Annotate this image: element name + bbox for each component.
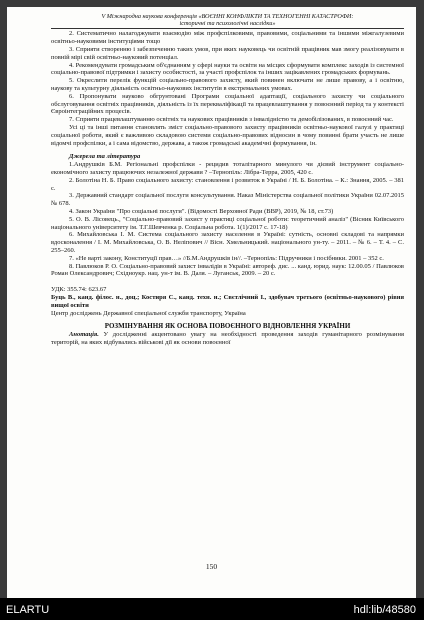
article-authors: Буць В., канд. філос. н., доц.; Костиря С., канд. техн. н.; Свєтлічний І., здобувач третього (освітньо-наукового) рівня вищої освіти <box>51 293 404 309</box>
reference-item: 3. Державний стандарт соціальної послуги консультування. Наказ Міністерства соціальної політики України 02.07.2015 № 678. <box>51 192 404 208</box>
reference-item: 5. О. В. Лісовець., "Соціально-правовий захист у практиці соціальної роботи: теоретичний аналіз" (Вісник Київського національного університету ім. Т.Г.Шевченка р. Соціальна робота. 1(1)/2017 с. 17-18) <box>51 215 404 231</box>
header-divider <box>51 28 404 29</box>
abstract-text: У дослідженні акцентовано увагу на необхідності проведення заходів гуманітарного розмінування територій, на яких відбувались військові дії як основи повоєнної <box>51 331 404 346</box>
page-content <box>51 13 404 347</box>
paragraph: 6. Пропонувати науково обгрунтовані Програми соціальної адаптації, соціального захисту чи соціального обслуговування освітніх працівників, діяльність із їх перекваліфікації та працевлаштування у повоєнний період та у контексті Євроінтеграційних процесів. <box>51 92 404 116</box>
reference-item: 6. Михайловська І. М. Система соціального захисту населення в Україні: сутність, основні складові та напрямки вдосконалення / І. М. Михайловська, О. В. Неліпович // Вісн. Хмельницький. національного ун-ту. – 2011. – № 6. – Т. 4. – С. 255–260. <box>51 231 404 254</box>
reference-item: 2. Болотіна Н. Б. Право соціального захисту: становлення і розвиток в Україні / Н. Б. Болотіна. – К.: Знання, 2005. – 381 с. <box>51 176 404 192</box>
reference-item: 4. Закон України "Про соціальні послуги". (Відомості Верховної Ради (ВВР), 2019, № 18, ст.73) <box>69 207 334 215</box>
reference-item: 8. Павлюков Р. О. Соціально-правовий захист інвалідів в Україні: автореф. дис. ... канд. юрид. наук: 12.00.05 / Павлюков Роман Олександрович; Східноукр. нац. ун-т ім. В. Даля. – Луганськ, 2009. – 20 с. <box>51 262 404 278</box>
header-line-2: історичні та психологічні наслідки» <box>179 20 276 28</box>
running-header <box>51 13 404 27</box>
header-line-1: V Міжнародна наукова конференція «ВОЄННІ КОНФЛІКТИ ТА ТЕХНОГЕННІ КАТАСТРОФИ: <box>101 13 354 20</box>
reference-item: 7. «Не варті закону, Конституції прав…» //Б.М.Андрушків ін//. –Тернопіль: Підручники і посібники. 2001 – 352 с. <box>69 254 384 262</box>
udk-code: УДК: 355.74: 623.67 <box>51 286 107 294</box>
footer-bar <box>0 598 424 620</box>
footer-left-label: ELARTU <box>6 604 50 616</box>
article-title: РОЗМІНУВАННЯ ЯК ОСНОВА ПОВОЄННОГО ВІДНОВЛЕННЯ УКРАЇНИ <box>104 322 351 331</box>
document-page <box>7 7 416 598</box>
paragraph: 4. Рекомендувати громадським об'єднанням у сфері науки та освіти на місцях сформувати комплекс заходів із системної соціально-правової підтримки і захисту особистості, за участі профспілок та інших зацікавлених громадських формувань. <box>51 61 404 77</box>
paragraph: 5. Окреслити перелік функцій соціально-правового захисту, який повинен включати не лише правову, а і освітню, наукову та культурну діяльність освітньо-наукових інститутів в екстремальних умовах. <box>51 77 404 92</box>
paragraph: Усі ці та інші питання становлять зміст соціально-правового захисту працівників освітньо-наукової галузі у практиці соціальної роботи, який є важливою складовою системи соціально-правових відносин в чому повинні брати участь не лише відомчі профспілки, а і сама відомство, держава, а також громадські академічні формування, ін. <box>51 123 404 147</box>
abstract-label: Анотація. <box>69 331 99 339</box>
references-title: Джерела та література <box>69 153 141 161</box>
abstract <box>51 331 404 347</box>
page-number: 150 <box>205 562 218 571</box>
article-affiliation: Центр досліджень Державної спеціальної служби транспорту, Україна <box>51 309 246 317</box>
reference-item: 1.Андрушків Б.М. Регіональні профспілки - рецидив тоталітарного минулого чи дієвий інструмент соціально-економічного захисту працюючих незалежної держави ? –Тернопіль: Лібра-Терра, 2005, 420 с. <box>51 161 404 176</box>
paragraph: 2. Систематично налагоджувати взаємодію між профспілковими, правовими, соціальними та іншими міжгалузевими освітньо-науковими інституціями тощо <box>51 30 404 46</box>
paragraph: 7. Сприяти працевлаштуванню освітніх та наукових працівників з інвалідністю та демобілізованих, в повоєнний час. <box>69 116 394 124</box>
paragraph: 3. Сприяти створенню і забезпеченню таких умов, при яких науковець чи освітній працівник мав змогу реалізовувати в повній мірі свій освітньо-науковий потенціал. <box>51 46 404 61</box>
footer-handle-link[interactable]: hdl:lib/48580 <box>353 604 416 616</box>
